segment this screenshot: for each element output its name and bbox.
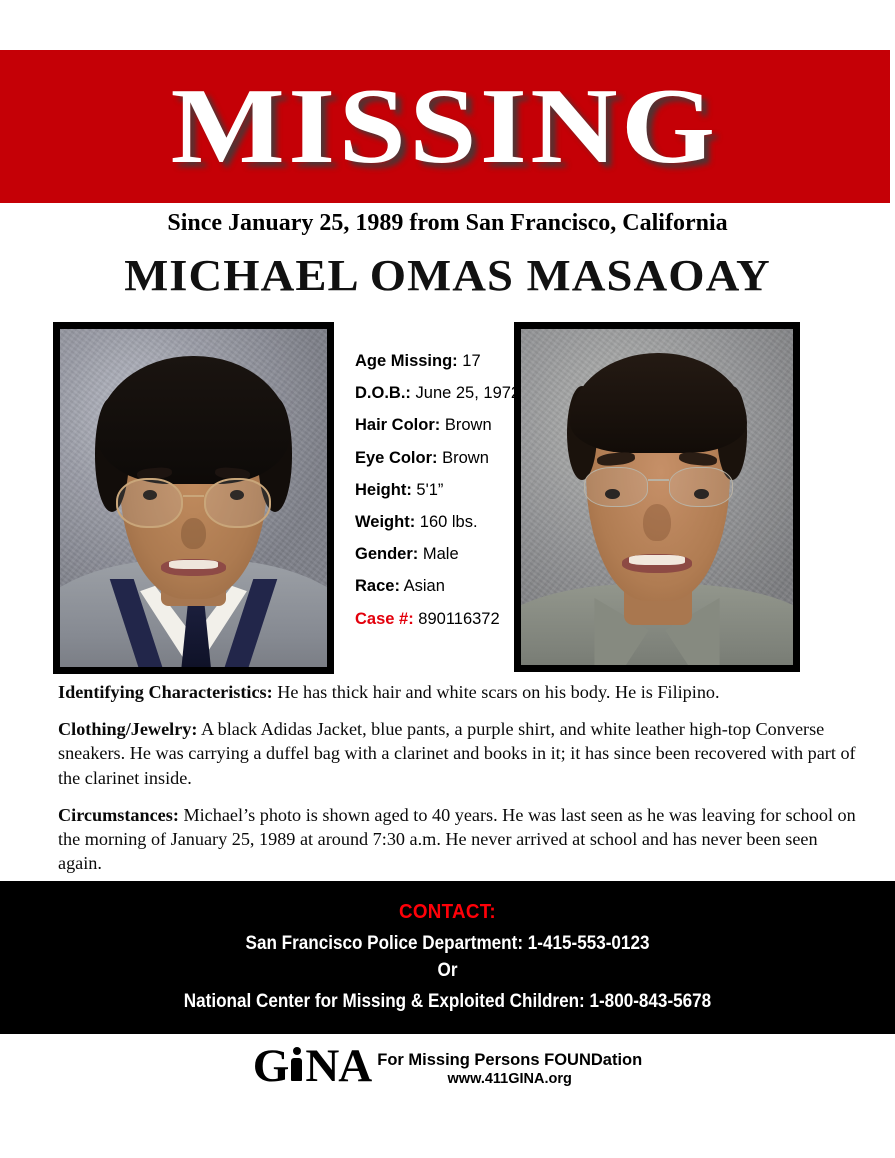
detail-weight: [355, 513, 510, 532]
gina-logo: [0, 1040, 895, 1092]
figure-body: [291, 1058, 302, 1081]
contact-or: Or: [437, 960, 458, 981]
gina-tagline: [377, 1044, 642, 1087]
headline-block: [0, 210, 895, 301]
detail-label: Weight:: [355, 512, 416, 531]
page-title: MICHAEL OMAS MASAOAY: [124, 251, 771, 300]
nose: [643, 504, 670, 541]
detail-label: D.O.B.:: [355, 384, 411, 403]
photo-age-progressed-frame: [514, 322, 800, 672]
glasses-bridge: [183, 495, 205, 498]
detail-label: Age Missing:: [355, 352, 458, 370]
detail-value: Male: [422, 545, 459, 564]
contact-heading: CONTACT:: [399, 901, 496, 923]
identifying-characteristics-block: [58, 680, 864, 704]
detail-label: Height:: [355, 480, 412, 499]
description-text: He has thick hair and white scars on his body. He is Filipino.: [277, 682, 720, 702]
eyeglasses-icon: [584, 467, 734, 507]
clothing-jewelry-block: [58, 717, 864, 790]
detail-gender: [355, 545, 510, 564]
detail-label: Case #:: [355, 609, 414, 628]
detail-hair-color: [355, 416, 510, 435]
detail-label: Eye Color:: [355, 448, 438, 467]
detail-value: Brown: [442, 448, 489, 467]
photos-and-details-row: [0, 318, 895, 678]
description-text: Michael’s photo is shown aged to 40 years. He was last seen as he was leaving for school on the morning of January 25, 1989 at around 7:30 a.m. He never arrived at school and has never been seen again.: [58, 804, 856, 874]
detail-case-number: [355, 610, 510, 629]
detail-age-missing: [355, 352, 510, 371]
glasses-bridge: [648, 479, 669, 481]
lens-left: [584, 467, 648, 507]
person-figure-icon: [289, 1045, 304, 1081]
missing-banner: [0, 50, 890, 203]
mouth: [622, 554, 693, 572]
gina-letters-na: NA: [305, 1040, 372, 1092]
lens-right: [669, 467, 733, 507]
lens-right: [204, 478, 271, 529]
gina-letter-g: G: [252, 1040, 289, 1092]
description-label: Circumstances:: [58, 804, 179, 825]
photo-teen-frame: [53, 322, 334, 674]
photo-age-progressed: [521, 329, 793, 665]
description-label: Identifying Characteristics:: [58, 682, 273, 702]
gina-wordmark: [252, 1040, 372, 1092]
teeth: [629, 555, 686, 565]
contact-band: [0, 881, 895, 1034]
detail-eye-color: [355, 449, 510, 468]
gina-tagline-line: [377, 1051, 642, 1070]
photo-teen: [60, 329, 327, 667]
description-text: A black Adidas Jacket, blue pants, a purple shirt, and white leather high-top Converse sneakers. He was carrying a duffel bag with a clarinet and books in it; it has since been recovered with part of the clarinet inside.: [58, 719, 856, 788]
mouth: [161, 559, 225, 576]
gina-website[interactable]: www.411GINA.org: [447, 1071, 572, 1087]
contact-ncmec[interactable]: National Center for Missing & Exploited Children: 1-800-843-5678: [183, 991, 712, 1012]
description-label: Clothing/Jewelry:: [58, 719, 198, 740]
contact-police[interactable]: San Francisco Police Department: 1-415-553-0123: [245, 933, 650, 954]
detail-value: 5'1”: [416, 480, 444, 499]
description-section: [58, 680, 864, 888]
detail-label: Race:: [355, 577, 400, 596]
figure-head: [293, 1047, 301, 1055]
missing-since-line: Since January 25, 1989 from San Francisco, California: [167, 210, 728, 236]
teeth: [169, 560, 218, 569]
detail-value: 160 lbs.: [419, 512, 478, 531]
detail-dob: [355, 384, 521, 403]
detail-value: Brown: [444, 416, 492, 435]
tagline-bold: FOUND: [544, 1051, 603, 1069]
detail-race: [355, 577, 510, 596]
detail-height: [355, 481, 510, 500]
lens-left: [116, 478, 183, 529]
tagline-plain-1: For Missing Persons: [377, 1051, 545, 1069]
missing-headline: MISSING: [171, 66, 719, 186]
tagline-plain-2: ation: [602, 1051, 643, 1069]
nose: [181, 518, 205, 548]
circumstances-block: [58, 803, 864, 876]
detail-value: 17: [462, 352, 481, 370]
detail-value: June 25, 1972: [415, 384, 521, 403]
vitals-list: [355, 352, 521, 642]
detail-label: Gender:: [355, 545, 419, 564]
detail-value: Asian: [403, 577, 445, 596]
detail-value: 890116372: [418, 609, 500, 628]
detail-label: Hair Color:: [355, 416, 441, 435]
